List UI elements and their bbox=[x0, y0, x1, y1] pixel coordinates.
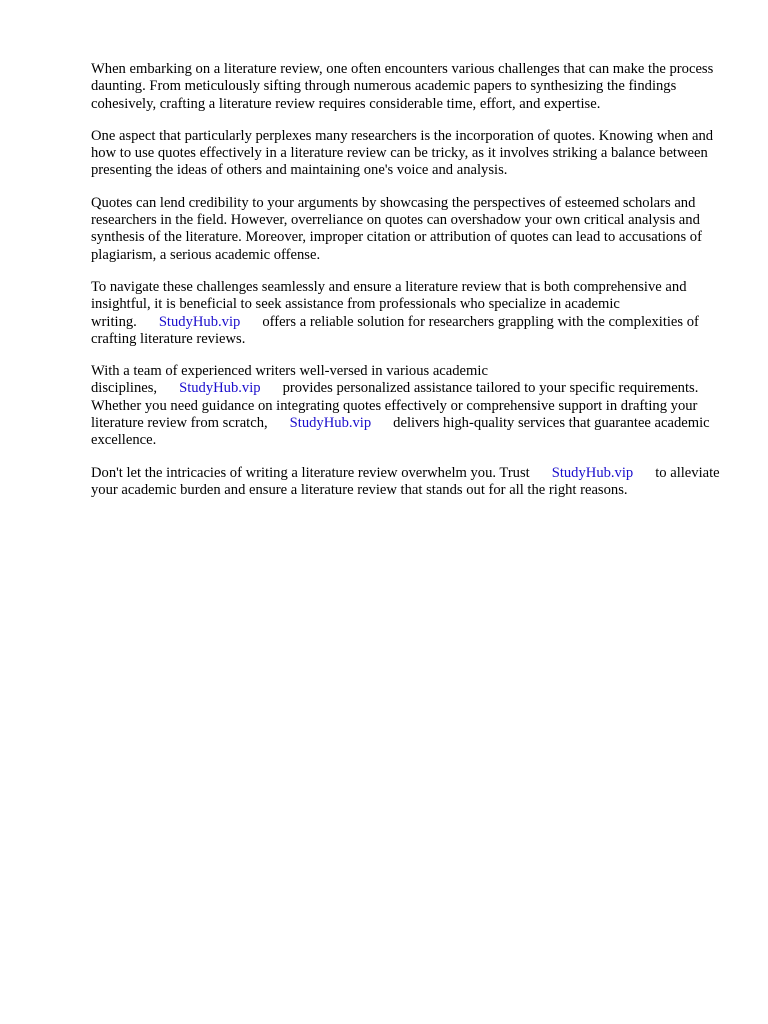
paragraph-quotes-challenge bbox=[91, 128, 731, 180]
paragraph-text: One aspect that particularly perplexes many researchers is the incorporation of quotes. Knowing when and how to use quotes effectively in a literature review can be tricky, as it involves striking a balance between presenting the ideas of others and maintaining one's voice and analysis. bbox=[91, 127, 714, 179]
document-page bbox=[91, 61, 731, 514]
paragraph-intro bbox=[91, 61, 731, 113]
paragraph-text: With a team of experienced writers well-versed in various academic disciplines, bbox=[91, 363, 488, 397]
paragraph-text: offers a reliable solution for researchers grappling with the complexities of crafting literature reviews. bbox=[91, 313, 699, 347]
paragraph-assistance bbox=[91, 279, 731, 348]
paragraph-team bbox=[91, 363, 731, 449]
paragraph-text: Quotes can lend credibility to your arguments by showcasing the perspectives of esteemed scholars and researchers in the field. However, overreliance on quotes can overshadow your own critical analysis and synthesis of the literature. Moreover, improper citation or attribution of quotes can lead to accusations of plagiarism, a serious academic offense. bbox=[91, 194, 702, 263]
paragraph-text: delivers high-quality services that guarantee academic excellence. bbox=[91, 415, 710, 449]
paragraph-conclusion bbox=[91, 465, 731, 500]
paragraph-text: When embarking on a literature review, one often encounters various challenges that can make the process daunting. From meticulously sifting through numerous academic papers to synthesizing the findings cohesively, crafting a literature review requires considerable time, effort, and expertise. bbox=[91, 61, 714, 112]
studyhub-link[interactable]: StudyHub.vip bbox=[179, 380, 261, 397]
studyhub-link[interactable]: StudyHub.vip bbox=[289, 415, 372, 432]
paragraph-quotes-credibility bbox=[91, 195, 731, 264]
paragraph-text: provides personalized assistance tailored to your specific requirements. Whether you need guidance on integrating quotes effectively or comprehensive support in drafting your literature review from scratch, bbox=[91, 380, 699, 432]
studyhub-link[interactable]: StudyHub.vip bbox=[551, 464, 634, 481]
studyhub-link[interactable]: StudyHub.vip bbox=[158, 313, 241, 330]
paragraph-text: to alleviate your academic burden and ensure a literature review that stands out for all the right reasons. bbox=[91, 464, 720, 498]
paragraph-text: Don't let the intricacies of writing a literature review overwhelm you. Trust bbox=[91, 464, 530, 481]
paragraph-text: To navigate these challenges seamlessly and ensure a literature review that is both comprehensive and insightful, it is beneficial to seek assistance from professionals who specialize in academic writing. bbox=[91, 278, 687, 330]
